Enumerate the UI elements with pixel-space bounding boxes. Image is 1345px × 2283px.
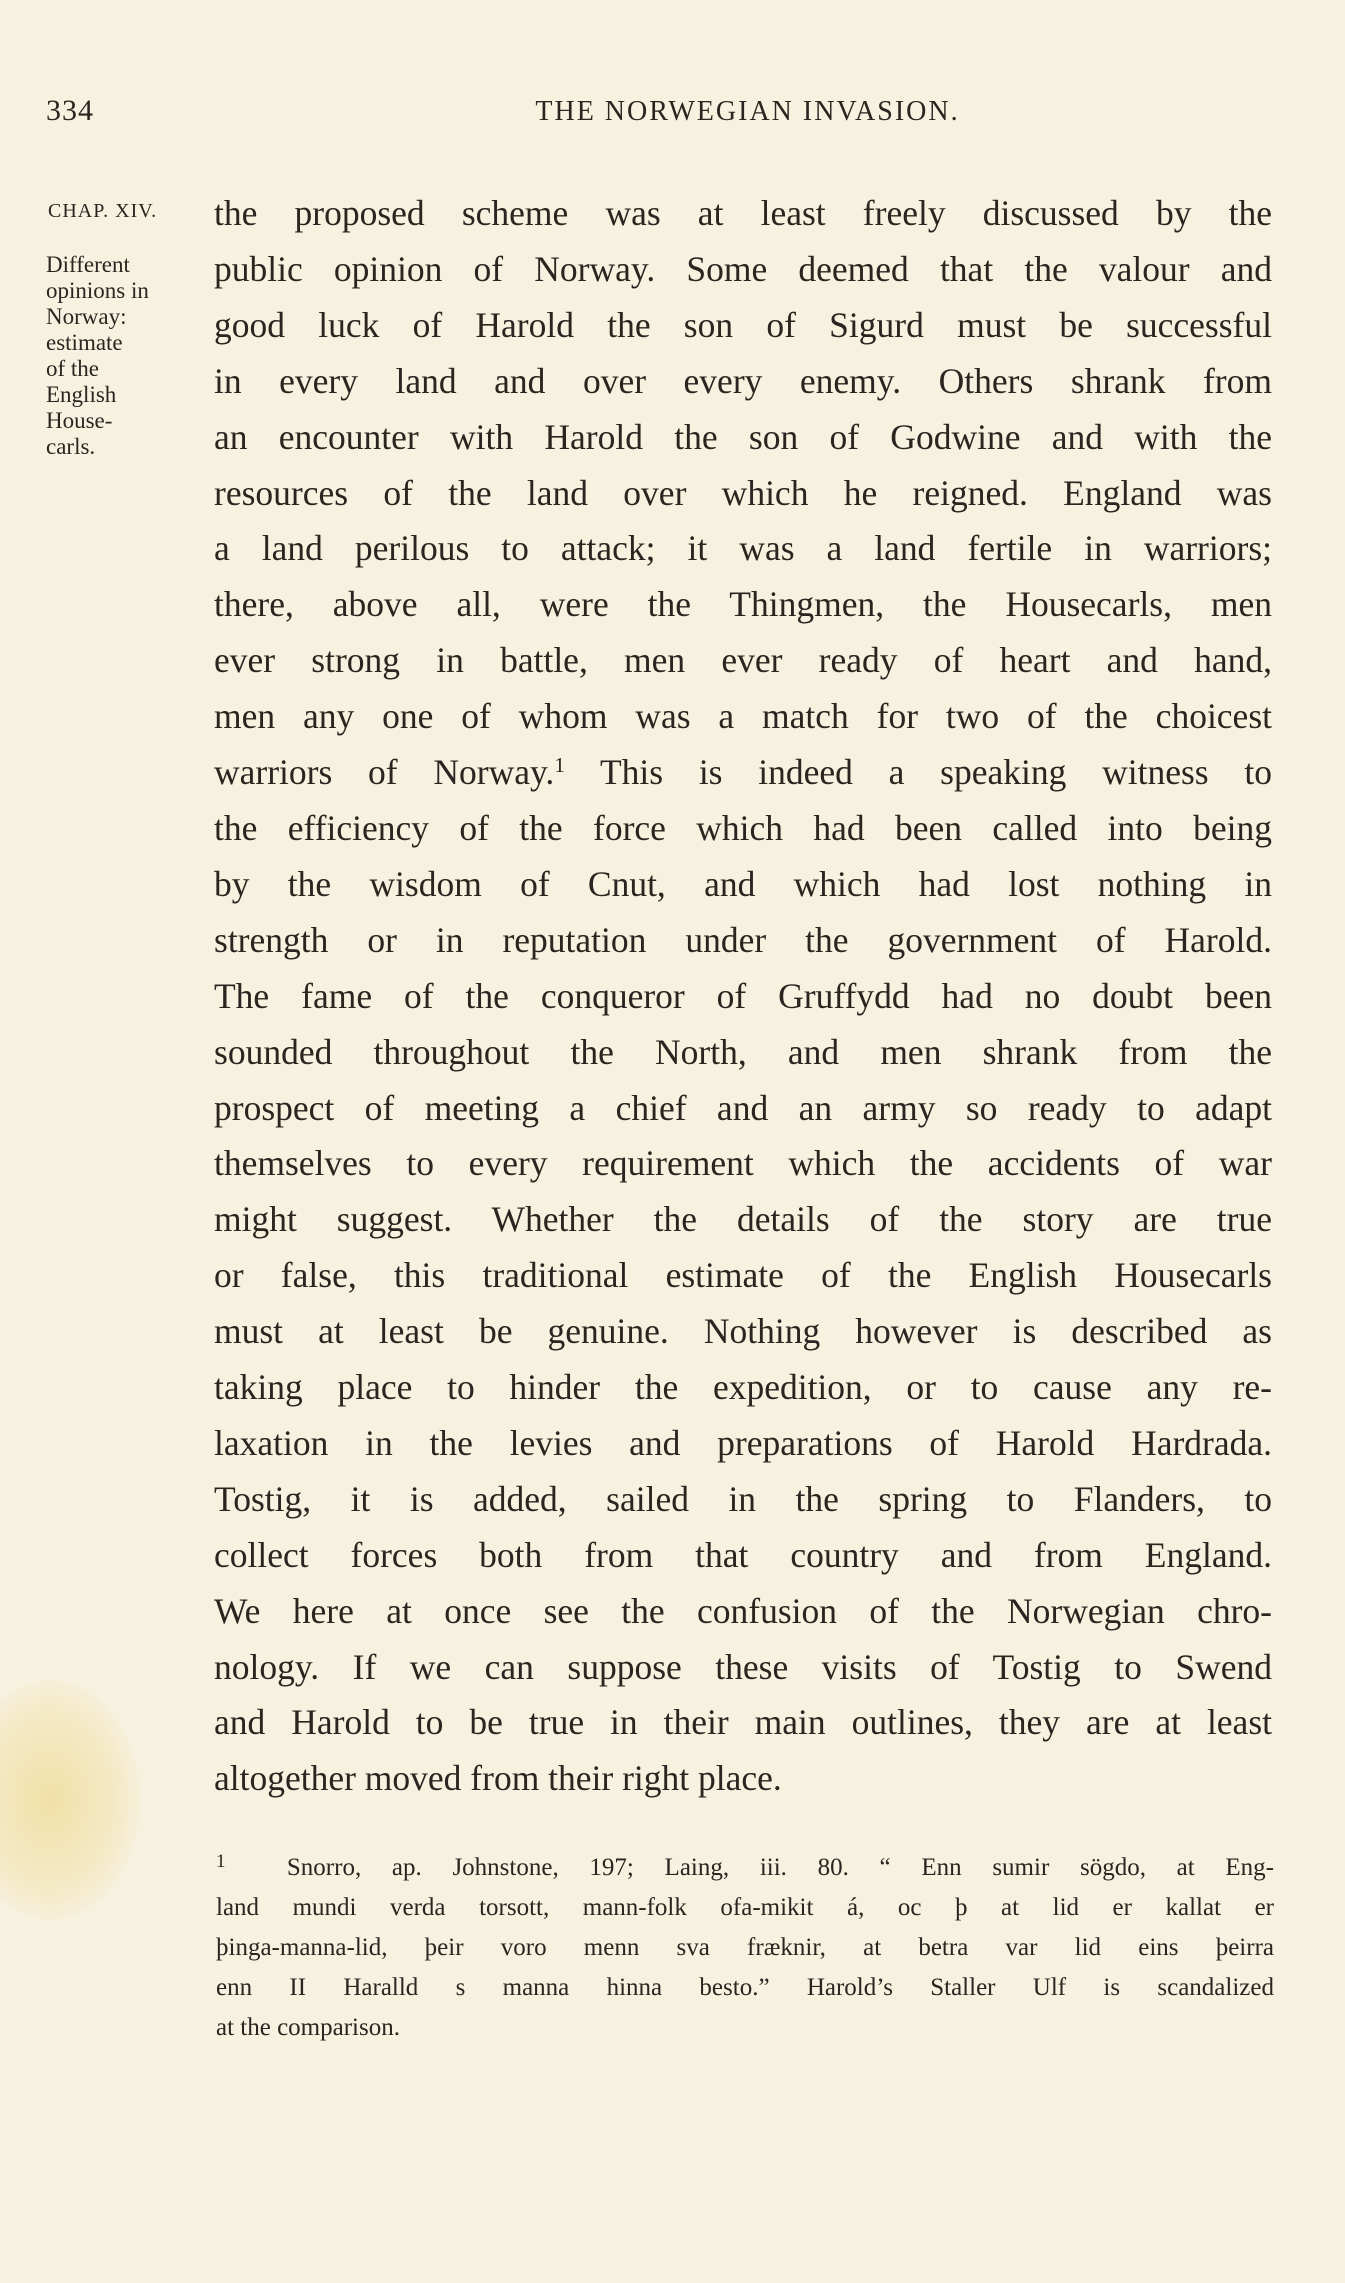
paper-stain [0, 1680, 140, 1920]
body-line: collect forces both from that country and from England. [214, 1534, 1272, 1575]
sidenote-line: opinions in [46, 278, 149, 303]
page-number: 334 [46, 94, 94, 127]
body-line: Tostig, it is added, sailed in the spring to Flanders, to [214, 1478, 1272, 1519]
body-line-part: warriors of Norway. [214, 752, 555, 793]
body-line: We here at once see the confusion of the Norwegian chro- [214, 1590, 1272, 1631]
body-line: by the wisdom of Cnut, and which had lost nothing in [214, 863, 1272, 904]
footnote [216, 1848, 1274, 2048]
body-line: a land perilous to attack; it was a land fertile in warriors; [214, 528, 1272, 569]
sidenote-line: English [46, 382, 117, 407]
body-line: taking place to hinder the expedition, or to cause any re- [214, 1367, 1272, 1408]
footnote-line: enn II Haralld s manna hinna besto.” Harold’s Staller Ulf is scandalized [216, 1974, 1274, 2001]
running-head: THE NORWEGIAN INVASION. [535, 96, 960, 127]
sidenote-line: Norway: [46, 304, 127, 329]
chapter-label: CHAP. XIV. [48, 200, 158, 222]
body-line: and Harold to be true in their main outlines, they are at least [214, 1702, 1272, 1743]
body-line: altogether moved from their right place. [214, 1758, 782, 1799]
footnote-line-text: Snorro, ap. Johnstone, 197; Laing, iii. 80. “ Enn sumir sögdo, at Eng- [286, 1854, 1274, 1881]
body-line: men any one of whom was a match for two of the choicest [214, 696, 1272, 737]
footnote-line [216, 1848, 1274, 1888]
footnote-marker: 1 [216, 1851, 226, 1872]
body-line: or false, this traditional estimate of the English Housecarls [214, 1255, 1272, 1296]
body-line: sounded throughout the North, and men shrank from the [214, 1031, 1272, 1072]
body-line: good luck of Harold the son of Sigurd must be successful [214, 304, 1272, 345]
body-line: themselves to every requirement which the accidents of war [214, 1143, 1272, 1184]
body-line: laxation in the levies and preparations of Harold Hardrada. [214, 1422, 1272, 1463]
sidenote-line: carls. [46, 434, 96, 459]
body-line: prospect of meeting a chief and an army so ready to adapt [214, 1087, 1272, 1128]
body-line: The fame of the conqueror of Gruffydd had no doubt been [214, 975, 1272, 1016]
body-line: an encounter with Harold the son of Godwine and with the [214, 416, 1272, 457]
body-line: nology. If we can suppose these visits of Tostig to Swend [214, 1646, 1272, 1687]
body-line: the proposed scheme was at least freely discussed by the [214, 193, 1272, 233]
body-line: ever strong in battle, men ever ready of heart and hand, [214, 640, 1272, 681]
footnote-line: þinga-manna-lid, þeir voro menn sva fræknir, at betra var lid eins þeirra [216, 1934, 1274, 1961]
body-line: the efficiency of the force which had been called into being [214, 807, 1272, 848]
body-line-part: This is indeed a speaking witness to [599, 752, 1272, 793]
body-line: in every land and over every enemy. Others shrank from [214, 360, 1272, 401]
body-line-with-footnote-ref [214, 745, 1272, 801]
body-line: strength or in reputation under the government of Harold. [214, 919, 1272, 960]
body-line: might suggest. Whether the details of the story are true [214, 1199, 1272, 1240]
body-text [214, 186, 1272, 1807]
sidenote-line: Different [46, 252, 130, 277]
margin-sidenote [46, 252, 196, 460]
body-line: public opinion of Norway. Some deemed that the valour and [214, 248, 1272, 289]
footnote-line: at the comparison. [216, 2014, 400, 2041]
sidenote-line: House- [46, 408, 113, 433]
body-line: must at least be genuine. Nothing however is described as [214, 1311, 1272, 1352]
footnote-reference: 1 [554, 753, 565, 778]
sidenote-line: of the [46, 356, 100, 381]
body-line: resources of the land over which he reigned. England was [214, 472, 1272, 513]
body-line: there, above all, were the Thingmen, the Housecarls, men [214, 584, 1272, 625]
sidenote-line: estimate [46, 330, 123, 355]
footnote-line: land mundi verda torsott, mann-folk ofa-mikit á, oc þ at lid er kallat er [216, 1894, 1274, 1921]
